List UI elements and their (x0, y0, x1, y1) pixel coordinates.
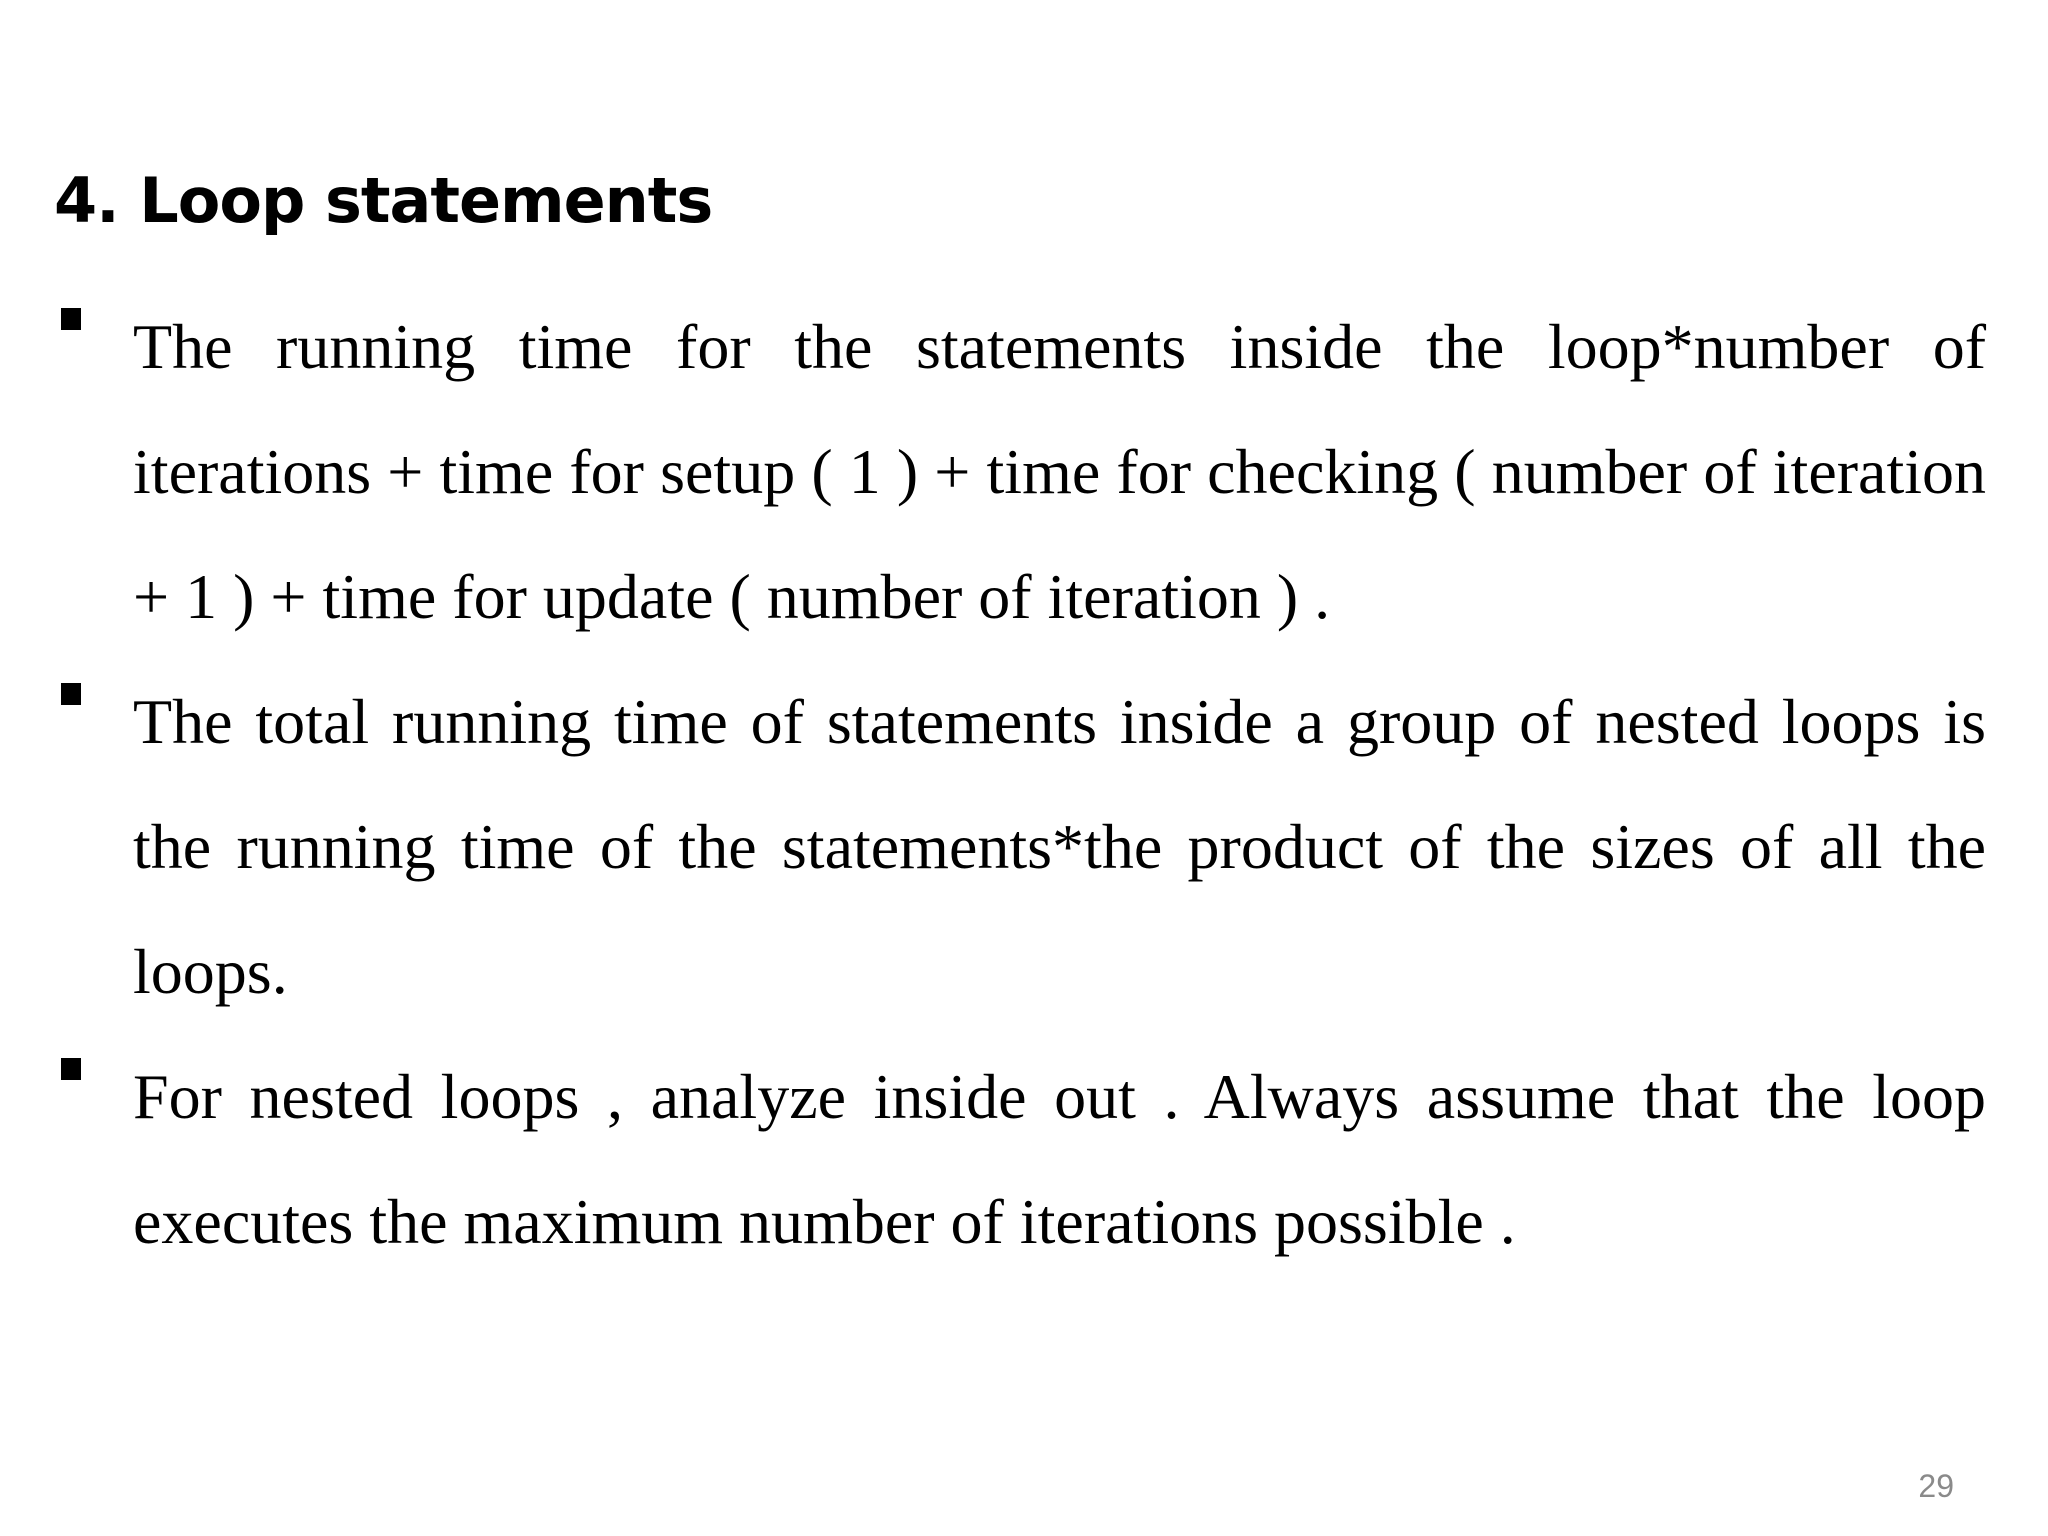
page-number: 29 (1918, 1468, 1954, 1504)
square-bullet-icon (61, 1058, 81, 1080)
bullet-item (54, 1034, 1986, 1284)
bullet-text: The total running time of statements inside a group of nested loops is the running time of the statements*the product of the sizes of all the loops. (133, 686, 1986, 1007)
bullet-list (54, 284, 1986, 1284)
bullet-item (54, 284, 1986, 659)
square-bullet-icon (61, 308, 81, 330)
bullet-text: The running time for the statements inside the loop*number of iterations + time for setup ( 1 ) + time for checking ( number of iteration + 1 ) + time for update ( number of iteration ) . (133, 311, 1986, 632)
bullet-item (54, 659, 1986, 1034)
bullet-text: For nested loops , analyze inside out . Always assume that the loop executes the maximum number of iterations possible . (133, 1061, 1986, 1257)
slide-title: 4. Loop statements (54, 164, 713, 237)
square-bullet-icon (61, 683, 81, 705)
